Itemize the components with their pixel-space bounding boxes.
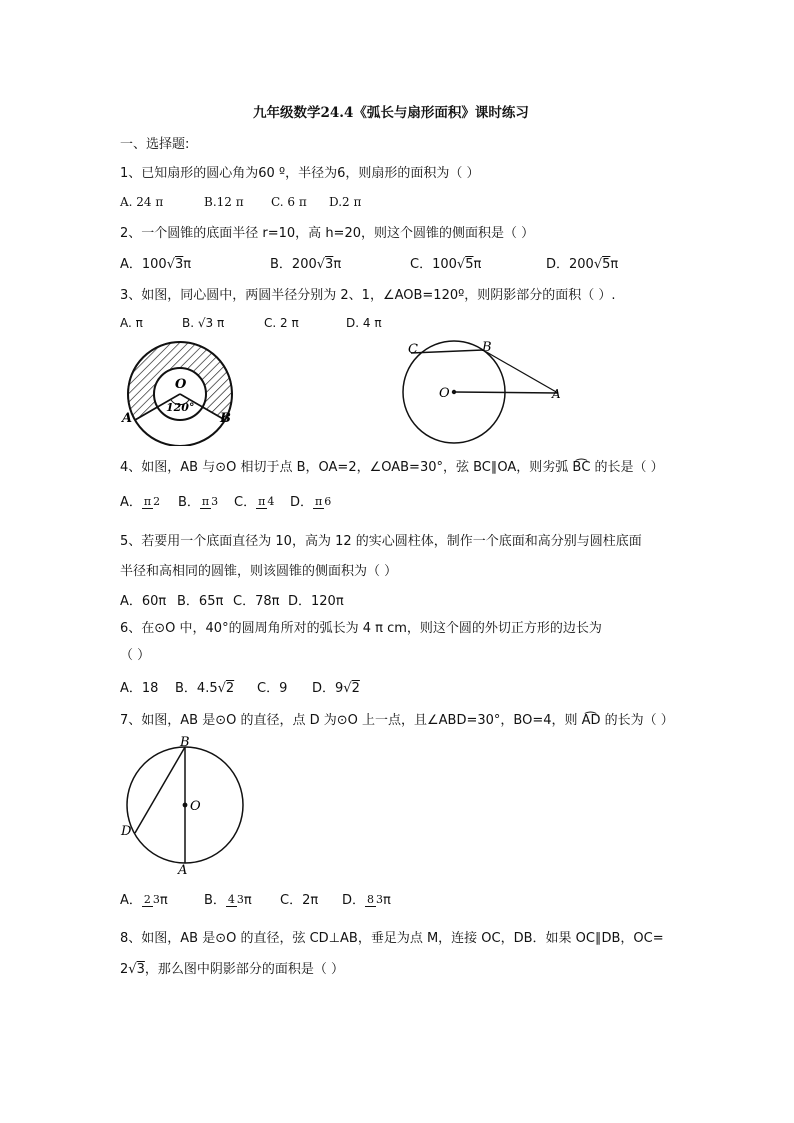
q7-option-b-num: 4 <box>227 893 235 906</box>
q7-options <box>120 886 391 916</box>
q4-stem: 4、如图，AB 与⊙O 相切于点 B，OA=2，∠OAB=30°，弦 BC∥OA，则劣弧 B͡C 的长是（ ） <box>120 460 664 475</box>
q5-option-b: B．65π <box>177 594 224 609</box>
q3-figure-annulus <box>118 336 238 446</box>
q7-option-d <box>342 886 391 916</box>
q1-option-b: B.12 π <box>204 195 244 209</box>
fig2-label-o: O <box>439 386 450 401</box>
q4-option-d-num: π <box>315 495 323 508</box>
q3-option-b: B. √3 π <box>182 316 225 330</box>
q8-stem-line2: 2√3，那么图中阴影部分的面积是（ ） <box>120 962 344 977</box>
q2-option-c-rad: 5 <box>465 257 474 272</box>
q4-options <box>120 488 331 518</box>
q4-option-d <box>290 488 331 518</box>
q4-option-d-label: D． <box>290 495 314 510</box>
q4-option-b-den: 3 <box>211 495 219 508</box>
q4-option-b <box>178 488 234 518</box>
q7-option-d-label: D． <box>342 893 366 908</box>
q2-option-a-post: π <box>183 257 192 272</box>
q7-figure-circle <box>118 736 248 876</box>
q7-option-b-label: B． <box>204 893 226 908</box>
q4-option-b-num: π <box>201 495 210 508</box>
fig2-label-c: C <box>408 342 418 357</box>
q4-option-c <box>234 488 290 518</box>
fig2-label-a: A <box>552 387 561 401</box>
q2-option-a-pre: A．100 <box>120 257 167 272</box>
q6-option-d-rad: 2 <box>351 681 360 696</box>
section-heading: 一、选择题: <box>120 137 190 152</box>
q6-option-b: B．4.5√2 <box>175 681 235 696</box>
q4-option-a-den: 2 <box>153 495 161 508</box>
q4-option-c-num: π <box>258 495 266 508</box>
q5-stem-line2: 半径和高相同的圆锥，则该圆锥的侧面积为（ ） <box>120 564 398 579</box>
q5-options <box>120 593 344 611</box>
q4-option-a-num: π <box>143 495 152 508</box>
q2-option-d-rad: 5 <box>602 257 611 272</box>
q2-option-d-pre: D．200 <box>546 257 594 272</box>
q7-option-a-label: A． <box>120 893 142 908</box>
fig3-label-o: O <box>190 799 201 814</box>
q6-option-a <box>120 680 175 698</box>
q4-option-a-label: A． <box>120 495 142 510</box>
q7-option-a-post: π <box>159 893 168 908</box>
q1-stem: 1、已知扇形的圆心角为60 º，半径为6，则扇形的面积为（ ） <box>120 166 480 181</box>
q6-option-d-pre: D．9 <box>312 681 344 696</box>
q7-option-d-den: 3 <box>376 893 384 906</box>
q5-option-d: D．120π <box>288 594 344 609</box>
q2-option-d: D．200√5π <box>546 257 619 272</box>
q7-option-b-den: 3 <box>236 893 244 906</box>
q1-option-c: C. 6 π <box>271 195 307 209</box>
q2-option-d-post: π <box>610 257 619 272</box>
q7-option-d-num: 8 <box>367 893 375 906</box>
q2-option-c-post: π <box>473 257 482 272</box>
q5-option-a: A．60π <box>120 594 167 609</box>
q6-option-d: D．9√2 <box>312 681 360 696</box>
q2-option-a: A．100√3π <box>120 257 192 272</box>
q4-option-c-label: C． <box>234 495 257 510</box>
q6-option-b-rad: 2 <box>225 681 235 696</box>
q2-option-b-post: π <box>333 257 342 272</box>
q8-stem-pre: 2 <box>120 962 129 977</box>
q6-stem-line1: 6、在⊙O 中，40°的圆周角所对的弧长为 4 π cm，则这个圆的外切正方形的边长为 <box>120 621 602 636</box>
q7-option-b-post: π <box>243 893 252 908</box>
q2-option-b-pre: B．200 <box>270 257 317 272</box>
q3-option-c: C. 2 π <box>264 316 299 330</box>
fig1-label-o: O <box>175 377 187 392</box>
q7-option-c-post: 2π <box>302 893 319 908</box>
q3-option-a: A. π <box>120 316 143 330</box>
q2-options <box>120 256 618 274</box>
q3-options <box>120 314 382 332</box>
q7-option-a <box>120 886 204 916</box>
q4-option-a <box>120 488 178 518</box>
q6-option-b-pre: B．4.5 <box>175 681 218 696</box>
q4-option-c-den: 4 <box>267 495 275 508</box>
q2-option-c: C．100√5π <box>410 257 482 272</box>
q7-option-a-num: 2 <box>143 893 151 906</box>
q8-stem-post: ，那么图中阴影部分的面积是（ ） <box>144 962 344 977</box>
q6-options <box>120 680 360 698</box>
fig3-label-a: A <box>178 863 188 876</box>
q2-option-a-rad: 3 <box>175 257 184 272</box>
q7-option-d-post: π <box>383 893 391 908</box>
q4-figure-tangent <box>398 336 570 446</box>
q2-stem: 2、一个圆锥的底面半径 r=10，高 h=20，则这个圆锥的侧面积是（ ） <box>120 226 535 241</box>
q8-stem-rad: 3 <box>136 962 145 977</box>
fig1-label-angle: 120° <box>166 401 195 414</box>
fig2-label-b: B <box>482 340 492 355</box>
q7-stem: 7、如图，AB 是⊙O 的直径，点 D 为⊙O 上一点，且∠ABD=30°，BO=4，则 A͡D 的长为（ ） <box>120 713 674 728</box>
q7-option-c <box>280 886 342 916</box>
q6-stem-line2: （ ） <box>120 648 151 663</box>
q5-stem-line1: 5、若要用一个底面直径为 10，高为 12 的实心圆柱体，制作一个底面和高分别与圆柱底面 <box>120 534 642 549</box>
q2-option-b-rad: 3 <box>325 257 334 272</box>
q1-options <box>120 193 361 211</box>
q5-option-c: C．78π <box>233 594 280 609</box>
q6-option-c-pre: C．9 <box>257 681 288 696</box>
q6-option-a-pre: A．18 <box>120 681 159 696</box>
q7-option-a-den: 3 <box>152 893 160 906</box>
q2-option-b: B．200√3π <box>270 257 342 272</box>
fig3-label-d: D <box>121 824 132 839</box>
fig1-label-a: A <box>122 411 133 426</box>
q7-option-c-label: C． <box>280 893 303 908</box>
q1-option-d: D.2 π <box>329 195 362 209</box>
q8-stem-line1: 8、如图，AB 是⊙O 的直径，弦 CD⊥AB，垂足为点 M，连接 OC，DB．如果 OC∥DB，OC= <box>120 931 664 946</box>
q6-option-c <box>257 680 312 698</box>
fig3-label-b: B <box>180 736 190 750</box>
fig1-label-b: B <box>220 411 231 426</box>
q3-option-d: D. 4 π <box>346 316 382 330</box>
q4-option-b-label: B． <box>178 495 200 510</box>
q3-stem: 3、如图，同心圆中，两圆半径分别为 2、1，∠AOB=120º，则阴影部分的面积（ ）. <box>120 288 616 303</box>
q2-option-c-pre: C．100 <box>410 257 457 272</box>
q7-option-b <box>204 886 280 916</box>
q4-option-d-den: 6 <box>324 495 332 508</box>
page-title: 九年级数学24.4《弧长与扇形面积》课时练习 <box>253 105 529 121</box>
q1-option-a: A. 24 π <box>120 195 164 209</box>
